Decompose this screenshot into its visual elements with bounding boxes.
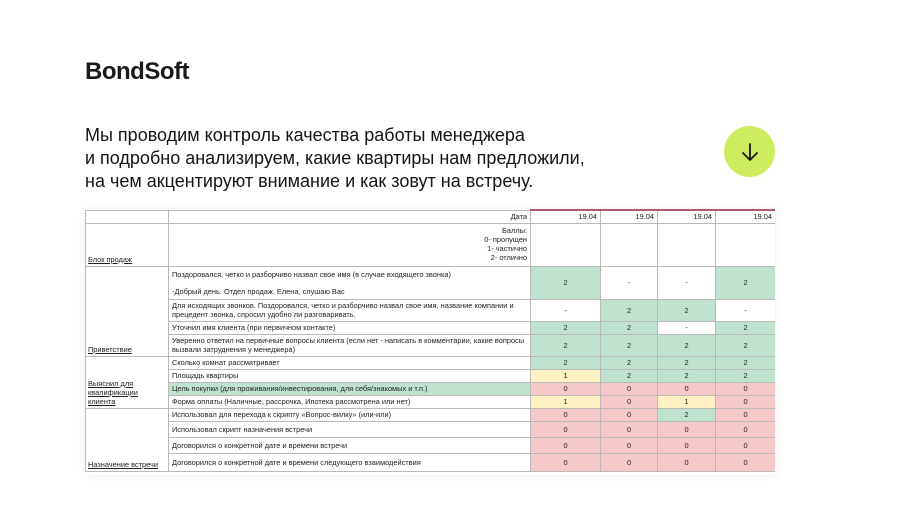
section-greeting[interactable]: Приветствие [86,266,169,356]
score-cell: 0 [658,437,716,453]
scores-legend [169,223,531,266]
score-cell: - [658,321,716,334]
legend-line: 1- частично [487,243,527,253]
date-label: Дата [169,210,531,223]
score-cell: 2 [716,369,776,382]
score-cell: 2 [601,356,658,369]
table-row [86,453,776,471]
criterion-cell: Форма оплаты (Наличные, рассрочка, Ипотека рассмотрена или нет) [169,395,531,408]
score-cell: 0 [531,437,601,453]
date-row [86,210,776,223]
score-cell: 2 [716,356,776,369]
scores-table [85,209,775,472]
arrow-down-icon [739,141,761,163]
empty-cell [601,223,658,266]
table-row [86,334,776,356]
headline-line: Мы проводим контроль качества работы менеджера [85,125,525,145]
score-cell: 0 [531,382,601,395]
criterion-cell: Договорился о конкретной дате и времени следующего взаимодействия [169,453,531,471]
date-cell: 19.04 [601,210,658,223]
criterion-cell: Для исходящих звонков. Поздоровался, четко и разборчиво назвал свое имя, название компании и прецедент звонка, спросил удобно ли разговаривать. [169,299,531,321]
table-row [86,437,776,453]
score-cell: 0 [601,382,658,395]
criterion-cell [169,266,531,299]
score-cell: 2 [716,334,776,356]
criterion-cell: Цель покупки (для проживания/инвестирования, для себя/знакомых и т.п.) [169,382,531,395]
criterion-cell: Использовал для перехода к скрипту «Вопрос-вилку» (или-или) [169,408,531,421]
table-row [86,382,776,395]
score-cell: 0 [531,453,601,471]
score-cell: 0 [601,421,658,437]
score-cell: 2 [531,334,601,356]
score-cell: 2 [601,321,658,334]
score-cell: 0 [601,408,658,421]
score-cell: - [531,299,601,321]
brand-logo: BondSoft [85,58,189,85]
score-cell: - [601,266,658,299]
headline-text [85,124,685,193]
table-row [86,266,776,299]
criterion-cell: Договорился о конкретной дате и времени встречи [169,437,531,453]
empty-cell [658,223,716,266]
criterion-text: Поздоровался, четко и разборчиво назвал свое имя (в случае входящего звонка) [172,269,451,279]
legend-line: Баллы: [502,225,527,235]
criterion-cell: Уверенно ответил на первичные вопросы клиента (если нет - написать в комментарии, какие вопросы вызвали затруднения у менеджера) [169,334,531,356]
score-cell: 2 [531,266,601,299]
empty-cell [716,223,776,266]
score-cell: 0 [601,395,658,408]
criterion-example: -Добрый день. Отдел продаж, Елена, слушаю Вас [172,286,345,296]
score-cell: 2 [658,369,716,382]
score-cell: 2 [658,334,716,356]
score-cell: 2 [658,408,716,421]
score-cell: 0 [601,453,658,471]
table-row [86,395,776,408]
score-cell: 0 [716,453,776,471]
date-cell: 19.04 [658,210,716,223]
score-cell: 2 [658,356,716,369]
score-cell: 0 [716,408,776,421]
table-row [86,321,776,334]
score-cell: 2 [658,299,716,321]
empty-cell [531,223,601,266]
score-cell: 0 [716,437,776,453]
criterion-cell: Сколько комнат рассматривает [169,356,531,369]
score-cell: 0 [658,421,716,437]
score-cell: 2 [601,299,658,321]
score-cell: 1 [531,395,601,408]
score-cell: 0 [716,382,776,395]
score-cell: 1 [531,369,601,382]
table-row [86,369,776,382]
score-cell: 0 [531,421,601,437]
criterion-cell: Площадь квартиры [169,369,531,382]
score-cell: 0 [658,382,716,395]
score-cell: 0 [716,421,776,437]
corner-cell [86,210,169,223]
headline-line: и подробно анализируем, какие квартиры нам предложили, [85,148,585,168]
score-cell: - [658,266,716,299]
score-cell: 1 [658,395,716,408]
date-cell: 19.04 [716,210,776,223]
headline-line: на чем акцентируют внимание и как зовут на встречу. [85,171,534,191]
score-cell: - [716,299,776,321]
score-cell: 2 [716,266,776,299]
legend-row [86,223,776,266]
score-cell: 2 [601,334,658,356]
table-row [86,408,776,421]
table-row [86,299,776,321]
criterion-cell: Уточнил имя клиента (при первичном контакте) [169,321,531,334]
legend-line: 0- пропущен [484,234,527,244]
date-cell: 19.04 [531,210,601,223]
table-row [86,356,776,369]
score-cell: 2 [716,321,776,334]
score-cell: 2 [531,356,601,369]
score-cell: 0 [658,453,716,471]
legend-line: 2- отлично [490,252,527,262]
score-cell: 0 [531,408,601,421]
score-cell: 0 [601,437,658,453]
scroll-down-button[interactable] [724,126,775,177]
score-cell: 2 [531,321,601,334]
section-sales-block[interactable]: Блок продаж [86,223,169,266]
quality-control-sheet [85,209,775,475]
score-cell: 0 [716,395,776,408]
score-cell: 2 [601,369,658,382]
criterion-cell: Использовал скрипт назначения встречи [169,421,531,437]
table-row [86,421,776,437]
section-qualification[interactable]: Выяснил для квалификации клиента [86,356,169,408]
section-meeting[interactable]: Назначение встречи [86,408,169,471]
